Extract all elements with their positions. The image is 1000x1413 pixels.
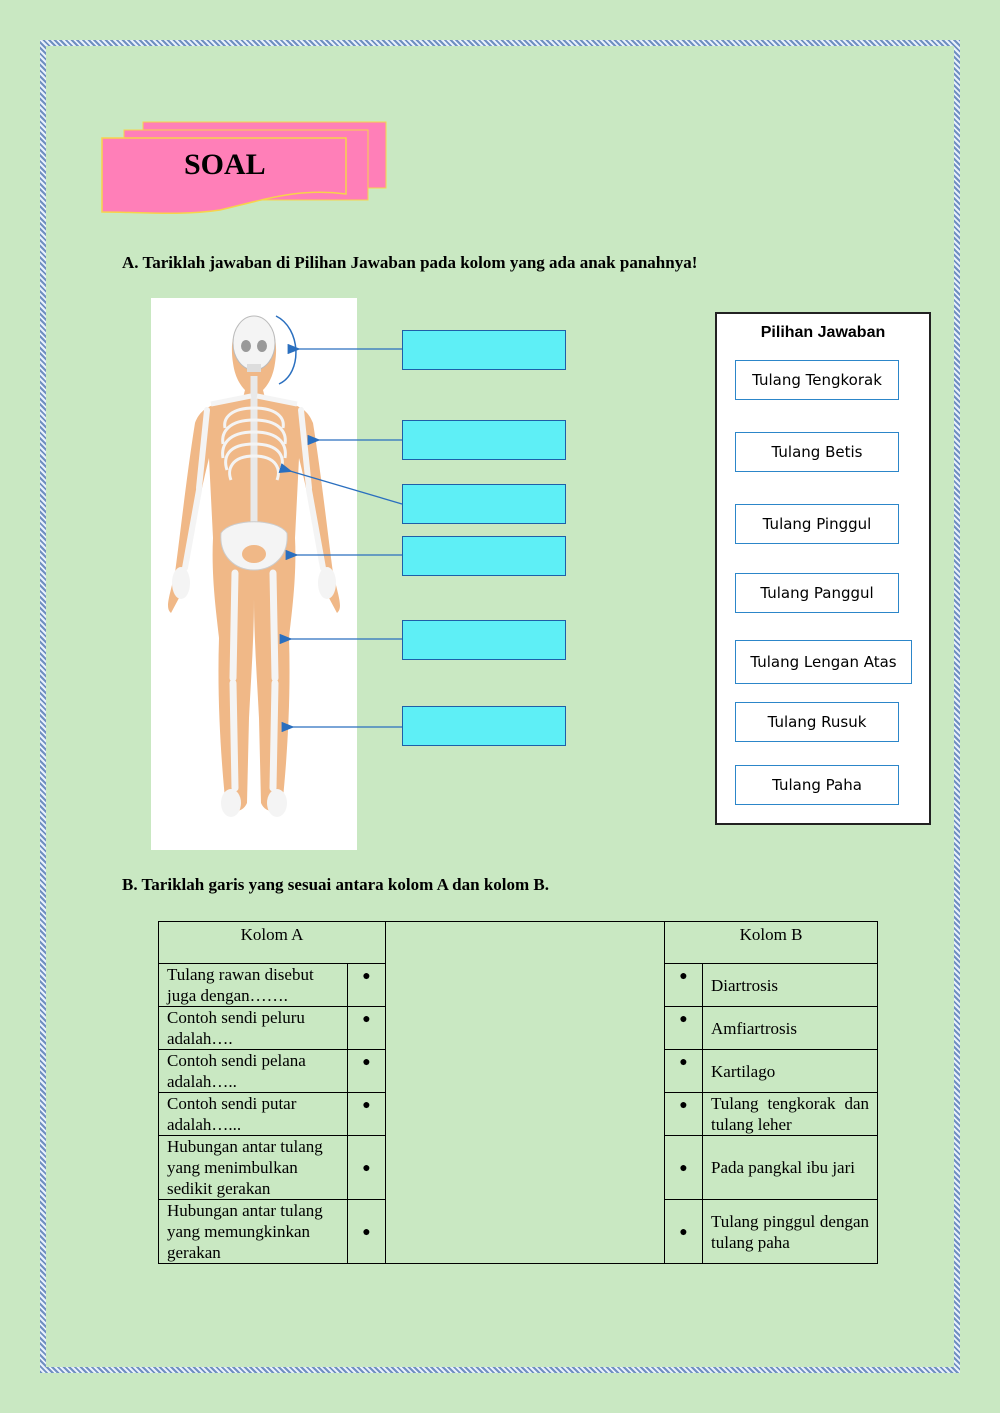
kolom-b-dot-6[interactable]: ● bbox=[665, 1200, 703, 1264]
section-b-instruction: B. Tariklah garis yang sesuai antara kolom A dan kolom B. bbox=[122, 875, 549, 894]
answer-box-6[interactable] bbox=[402, 706, 566, 746]
choice-tulang-rusuk[interactable]: Tulang Rusuk bbox=[735, 702, 899, 742]
kolom-a-item-1: Tulang rawan disebut juga dengan……. bbox=[159, 964, 348, 1007]
kolom-a-item-5: Hubungan antar tulang yang menimbulkan sedikit gerakan bbox=[159, 1136, 348, 1200]
kolom-b-header: Kolom B bbox=[665, 922, 878, 964]
kolom-a-item-3: Contoh sendi pelana adalah….. bbox=[159, 1050, 348, 1093]
kolom-a-dot-4[interactable]: ● bbox=[348, 1093, 386, 1136]
kolom-a-dot-5[interactable]: ● bbox=[348, 1136, 386, 1200]
kolom-b-dot-2[interactable]: ● bbox=[665, 1007, 703, 1050]
kolom-a-dot-3[interactable]: ● bbox=[348, 1050, 386, 1093]
answer-box-1[interactable] bbox=[402, 330, 566, 370]
kolom-a-dot-1[interactable]: ● bbox=[348, 964, 386, 1007]
kolom-b-item-3: Kartilago bbox=[703, 1050, 878, 1093]
kolom-b-item-6: Tulang pinggul dengan tulang paha bbox=[703, 1200, 878, 1264]
section-a-instruction: A. Tariklah jawaban di Pilihan Jawaban pada kolom yang ada anak panahnya! bbox=[122, 253, 698, 272]
choice-tulang-pinggul[interactable]: Tulang Pinggul bbox=[735, 504, 899, 544]
kolom-a-item-2: Contoh sendi peluru adalah…. bbox=[159, 1007, 348, 1050]
kolom-a-dot-6[interactable]: ● bbox=[348, 1200, 386, 1264]
answer-box-3[interactable] bbox=[402, 484, 566, 524]
choice-tulang-panggul[interactable]: Tulang Panggul bbox=[735, 573, 899, 613]
answer-box-5[interactable] bbox=[402, 620, 566, 660]
answer-box-4[interactable] bbox=[402, 536, 566, 576]
choice-tulang-paha[interactable]: Tulang Paha bbox=[735, 765, 899, 805]
kolom-b-dot-4[interactable]: ● bbox=[665, 1093, 703, 1136]
choices-title: Pilihan Jawaban bbox=[760, 324, 886, 341]
kolom-b-dot-3[interactable]: ● bbox=[665, 1050, 703, 1093]
choice-tulang-lengan-atas[interactable]: Tulang Lengan Atas bbox=[735, 640, 912, 684]
kolom-b-dot-1[interactable]: ● bbox=[665, 964, 703, 1007]
answer-box-2[interactable] bbox=[402, 420, 566, 460]
choice-tulang-betis[interactable]: Tulang Betis bbox=[735, 432, 899, 472]
kolom-a-header: Kolom A bbox=[159, 922, 386, 964]
kolom-b-item-4: Tulang tengkorak dan tulang leher bbox=[703, 1093, 878, 1136]
matching-table bbox=[158, 921, 878, 1264]
kolom-a-dot-2[interactable]: ● bbox=[348, 1007, 386, 1050]
answer-choices-panel bbox=[715, 312, 931, 825]
kolom-b-item-1: Diartrosis bbox=[703, 964, 878, 1007]
page-title: SOAL bbox=[184, 148, 266, 181]
kolom-a-item-4: Contoh sendi putar adalah…... bbox=[159, 1093, 348, 1136]
kolom-b-item-2: Amfiartrosis bbox=[703, 1007, 878, 1050]
choice-tulang-tengkorak[interactable]: Tulang Tengkorak bbox=[735, 360, 899, 400]
kolom-b-item-5: Pada pangkal ibu jari bbox=[703, 1136, 878, 1200]
kolom-b-dot-5[interactable]: ● bbox=[665, 1136, 703, 1200]
kolom-a-item-6: Hubungan antar tulang yang memungkinkan gerakan bbox=[159, 1200, 348, 1264]
matching-area[interactable] bbox=[386, 922, 665, 1264]
